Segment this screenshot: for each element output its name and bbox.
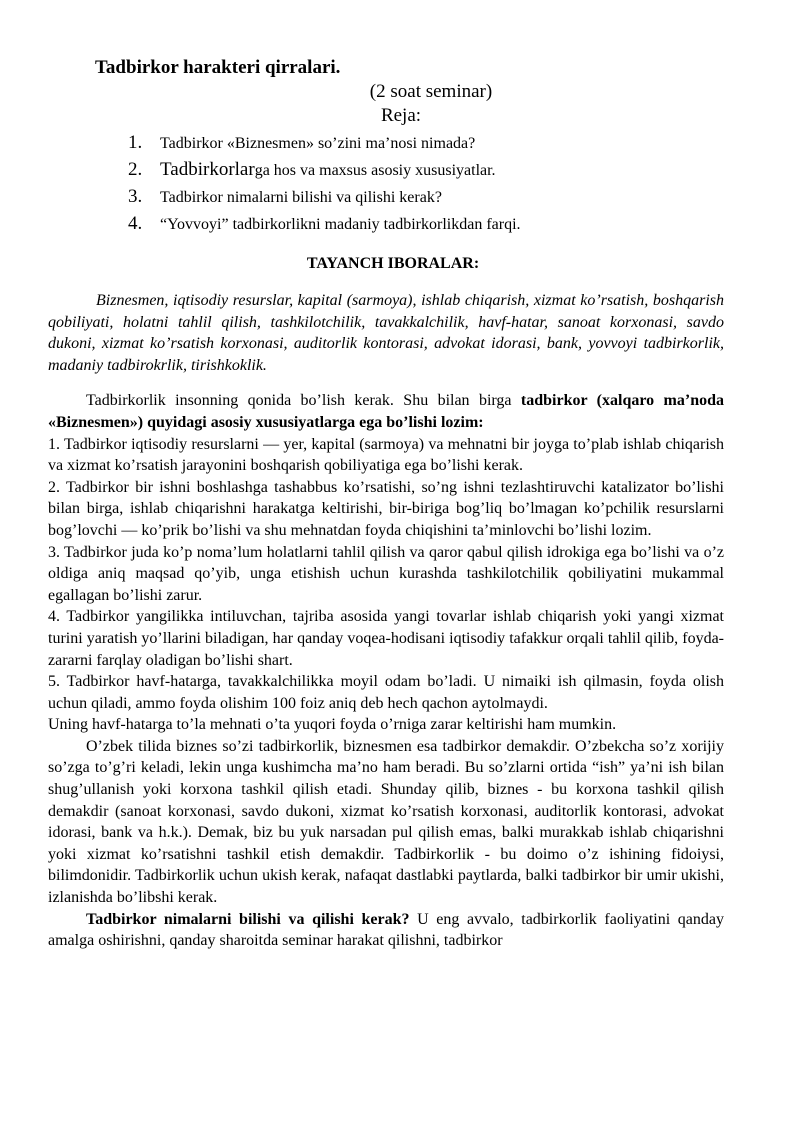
feature-item-1: 1. Tadbirkor iqtisodiy resurslarni — yer, kapital (sarmoya) va mehnatni bir joyga to’plab ishlab chiqarish va xizmat ko’rsatish jarayonini boshqarish qobiliyatiga ega bo’lishi kerak. xyxy=(48,435,724,475)
plan-item xyxy=(48,184,724,211)
feature-item-5: 5. Tadbirkor havf-hatarga, tavakkalchilikka moyil odam bo’ladi. U nimaiki ish qilmasin, foyda olish uchun qiladi, ammo foyda olishim 100 foiz aniq deb hech qachon aytolmaydi. xyxy=(48,673,724,712)
intro-text: Tadbirkorlik insonning qonida bo’lish kerak. Shu bilan birga xyxy=(86,392,521,410)
seminar-subtitle: (2 soat seminar) xyxy=(369,81,493,102)
keywords-text: Biznesmen, iqtisodiy resurslar, kapital (sarmoya), ishlab chiqarish, xizmat ko’rsatish, boshqarish qobiliyati, holatni tahlil qilish, tashkilotchilik, tavakkalchilik, havf-hatar, sanoat korxonasi, savdo dukoni, xizmat ko’rsatish korxonasi, auditorlik kontorasi, advokat idorasi, bank, yovvoyi tadbirkorlik, madaniy tadbirokrlik, tirishkoklik. xyxy=(48,292,724,374)
feature-item-3: 3. Tadbirkor juda ko’p noma’lum holatlarni tahlil qilish va qaror qabul qilish idrokiga ega bo’lishi va o’z oldiga aniq maqsad qo’yib, unga etishish uchun kurashda tashkilotchilik qobiliyatini mukammal egallagan bo’lishi zarur. xyxy=(48,543,724,604)
plan-item-text-large: Tadbirkorlar xyxy=(160,159,255,180)
document-title: Tadbirkor harakteri qirralari. xyxy=(95,57,341,78)
final-paragraph xyxy=(48,909,724,952)
intro-bold-text: tadbirkor (xalqaro ma’noda «Biznesmen») quyidagi asosiy xususiyatlarga ega bo’lishi lozim: xyxy=(48,392,724,431)
plan-item-text: ga hos va maxsus asosiy xususiyatlar. xyxy=(254,162,496,179)
plan-item xyxy=(48,211,724,238)
plan-heading: Reja: xyxy=(380,105,422,126)
final-question: Tadbirkor nimalarni bilishi va qilishi kerak? xyxy=(86,910,410,928)
keywords-heading: TAYANCH IBORALAR: xyxy=(306,255,480,272)
plan-item-text: Tadbirkor «Biznesmen» so’zini ma’nosi nimada? xyxy=(160,135,476,152)
plan-item-number: 2. xyxy=(128,159,143,180)
risk-sentence: Uning havf-hatarga to’la mehnati o’ta yuqori foyda o’rniga zarar keltirishi ham mumkin. xyxy=(48,716,617,734)
plan-item-number: 3. xyxy=(128,186,143,207)
plan-item xyxy=(48,157,724,184)
final-text: U eng avvalo, tadbirkorlik faoliyatini qanday amalga oshirishni, qanday sharoitda seminar harakat qilishni, tadbirkor xyxy=(48,910,724,950)
document-page xyxy=(48,56,724,952)
plan-item xyxy=(48,130,724,157)
plan-item-number: 4. xyxy=(128,213,143,234)
plan-item-text: Tadbirkor nimalarni bilishi va qilishi kerak? xyxy=(160,189,442,206)
feature-item-4: 4. Tadbirkor yangilikka intiluvchan, tajriba asosida yangi tovarlar ishlab chiqarish yoki yangi xizmat turini yaratish yo’llarini biladigan, har qanday voqea-hodisani iqtisodiy tafakkur orqali tahlil qilib, foyda-zararni farqlay oladigan bo’lishi shart. xyxy=(48,608,724,669)
feature-item-2: 2. Tadbirkor bir ishni boshlashga tashabbus ko’rsatishi, so’ng ishni tezlashtiruvchi katalizator bo’lishi bilan birga, ishlab chiqarishni harakatga keltirishi, bir-biriga bog’liq bo’lmagan ko’pchilik resurslarni bog’lovchi — ko’prik bo’lishi va shu mehnatdan foyda chiqishini ta’minlovchi bo’lishi lozim. xyxy=(48,478,724,539)
plan-item-number: 1. xyxy=(128,132,143,153)
intro-paragraph xyxy=(48,390,724,433)
plan-item-text: “Yovvoyi” tadbirkorlikni madaniy tadbirkorlikdan farqi. xyxy=(160,216,521,233)
plan-list xyxy=(48,130,724,238)
uzbek-term-paragraph: O’zbek tilida biznes so’zi tadbirkorlik, biznesmen esa tadbirkor demakdir. O’zbekcha so’z xorijiy so’zga to’g’ri keladi, lekin unga kushimcha ma’no ham beradi. Bu so’zlarni ortida “ish” ya’ni ish bilan shug’ullanish yoki korxona tashkil qilish etadi. Shunday qilib, biznes - bu korxona tashkil qilish demakdir (sanoat korxonasi, savdo dukoni, xizmat ko’rsatish korxonasi, auditorlik kontorasi, advokat idorasi, bank va h.k.). Demak, biz bu yuk narsadan pul qilish emas, balki murakkab ishlab chiqarishni yoki xizmat ko’rsatishni tashkil etish demakdir. Tadbirkorlik - bu doimo o’z ishining fidoiysi, bilimdonidir. Tadbirkorlik uchun ukish kerak, nafaqat dastlabki paytlarda, balki tadbirkor bir umir ukishi, izlanishda bo’libshi kerak. xyxy=(48,737,724,907)
